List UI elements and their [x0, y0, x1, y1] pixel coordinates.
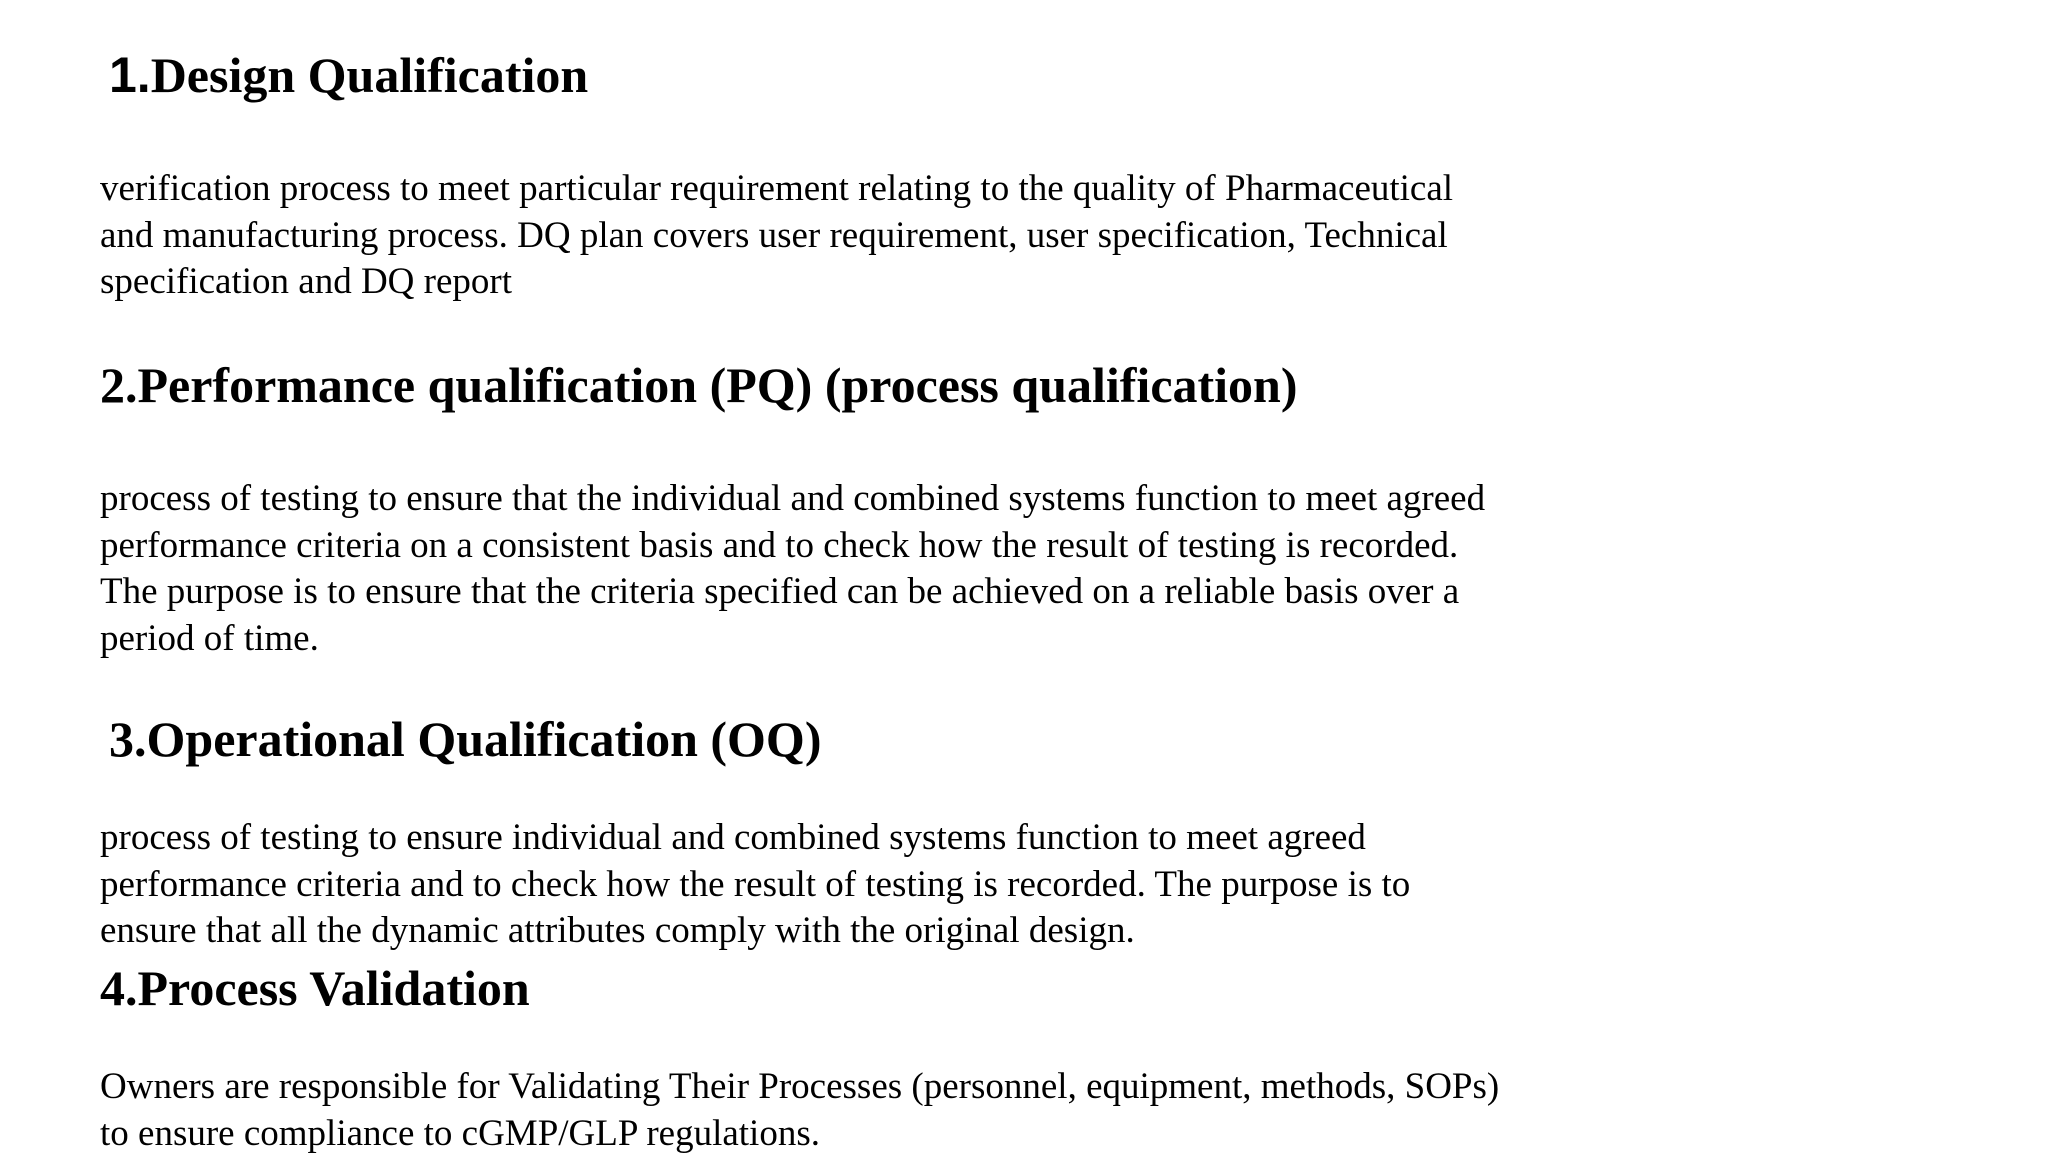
paragraph-line: performance criteria and to check how the result of testing is recorded. The purpose is to [100, 862, 1600, 909]
paragraph-line: ensure that all the dynamic attributes comply with the original design. [100, 908, 1600, 955]
paragraph-line: specification and DQ report [100, 259, 1600, 306]
paragraph-line: process of testing to ensure individual and combined systems function to meet agreed [100, 815, 1600, 862]
section-heading-performance-qualification: 2.Performance qualification (PQ) (process qualification) [100, 355, 1298, 415]
section-paragraph-performance-qualification [100, 476, 1600, 662]
paragraph-line: process of testing to ensure that the individual and combined systems function to meet agreed [100, 476, 1600, 523]
section-heading-process-validation: 4.Process Validation [100, 958, 530, 1018]
section-title: Design Qualification [151, 47, 589, 103]
paragraph-line: period of time. [100, 616, 1600, 663]
section-paragraph-process-validation [100, 1064, 1600, 1157]
paragraph-line: and manufacturing process. DQ plan covers user requirement, user specification, Technical [100, 213, 1600, 260]
section-heading-design-qualification [109, 45, 588, 105]
section-heading-operational-qualification: 3.Operational Qualification (OQ) [109, 709, 821, 769]
section-paragraph-operational-qualification [100, 815, 1600, 955]
paragraph-line: The purpose is to ensure that the criteria specified can be achieved on a reliable basis over a [100, 569, 1600, 616]
paragraph-line: to ensure compliance to cGMP/GLP regulations. [100, 1111, 1600, 1157]
paragraph-line: performance criteria on a consistent basis and to check how the result of testing is recorded. [100, 523, 1600, 570]
section-paragraph-design-qualification [100, 166, 1600, 306]
paragraph-line: verification process to meet particular requirement relating to the quality of Pharmaceutical [100, 166, 1600, 213]
section-number: 1. [109, 47, 151, 103]
paragraph-line: Owners are responsible for Validating Their Processes (personnel, equipment, methods, SOPs) [100, 1064, 1600, 1111]
